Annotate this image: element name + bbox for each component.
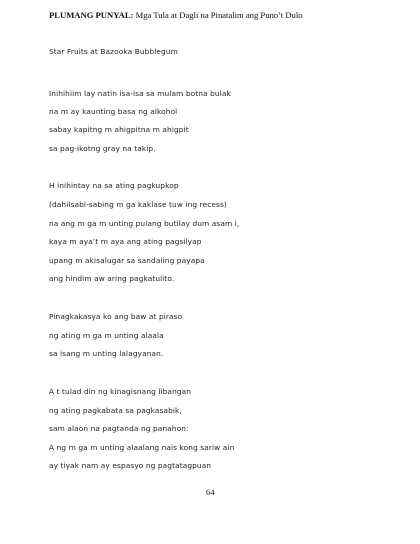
running-header (49, 10, 303, 20)
page-number: 64 (206, 487, 215, 497)
header-title-bold: PLUMANG PUNYAL: (49, 10, 134, 20)
poem-line: A t tulad din ng kinagisnang libangan (49, 387, 192, 396)
poem-line: sabay kapitng m ahigpitna m ahigpit (49, 125, 189, 134)
poem-line: na ang m ga m unting pulang butilay dum asam i, (49, 219, 240, 228)
poem-line: Inihihiim lay natin isa-isa sa mulam botna bulak (49, 89, 231, 98)
poem-line: (dahilsabi-sabing m ga kaklase tuw ing recess) (49, 200, 227, 209)
poem-line: upang m akisalugar sa sandaling payapa (49, 256, 205, 265)
poem-line: sa pag-ikotng gray na takip. (49, 144, 156, 153)
poem-line: ng ating pagkabata sa pagkasabik, (49, 406, 182, 415)
poem-line: Pinagkakasya ko ang baw at piraso (49, 312, 183, 321)
poem-line: kaya m aya’t m aya ang ating pagsilyap (49, 237, 202, 246)
poem-line: sam alaon na pagtanda ng panahon: (49, 424, 189, 433)
poem-line: na m ay kaunting basa ng alkohol (49, 107, 178, 116)
poem-line: ng ating m ga m unting alaala (49, 331, 164, 340)
poem-line: A ng m ga m unting alaalang nais kong sariw ain (49, 443, 235, 452)
header-title-rest: Mga Tula at Dagli na Pinatalim ang Puno’t Dulo (133, 10, 303, 20)
poem-line: ay tiyak nam ay espasyo ng pagtatagpuan (49, 461, 212, 470)
poem-line: ang hindim aw aring pagkatulito. (49, 274, 175, 283)
poem-line: H inihintay na sa ating pagkupkop (49, 181, 179, 190)
poem-line: sa isang m unting lalagyanan. (49, 349, 164, 358)
poem-title: Star Fruits at Bazooka Bubblegum (49, 47, 178, 56)
